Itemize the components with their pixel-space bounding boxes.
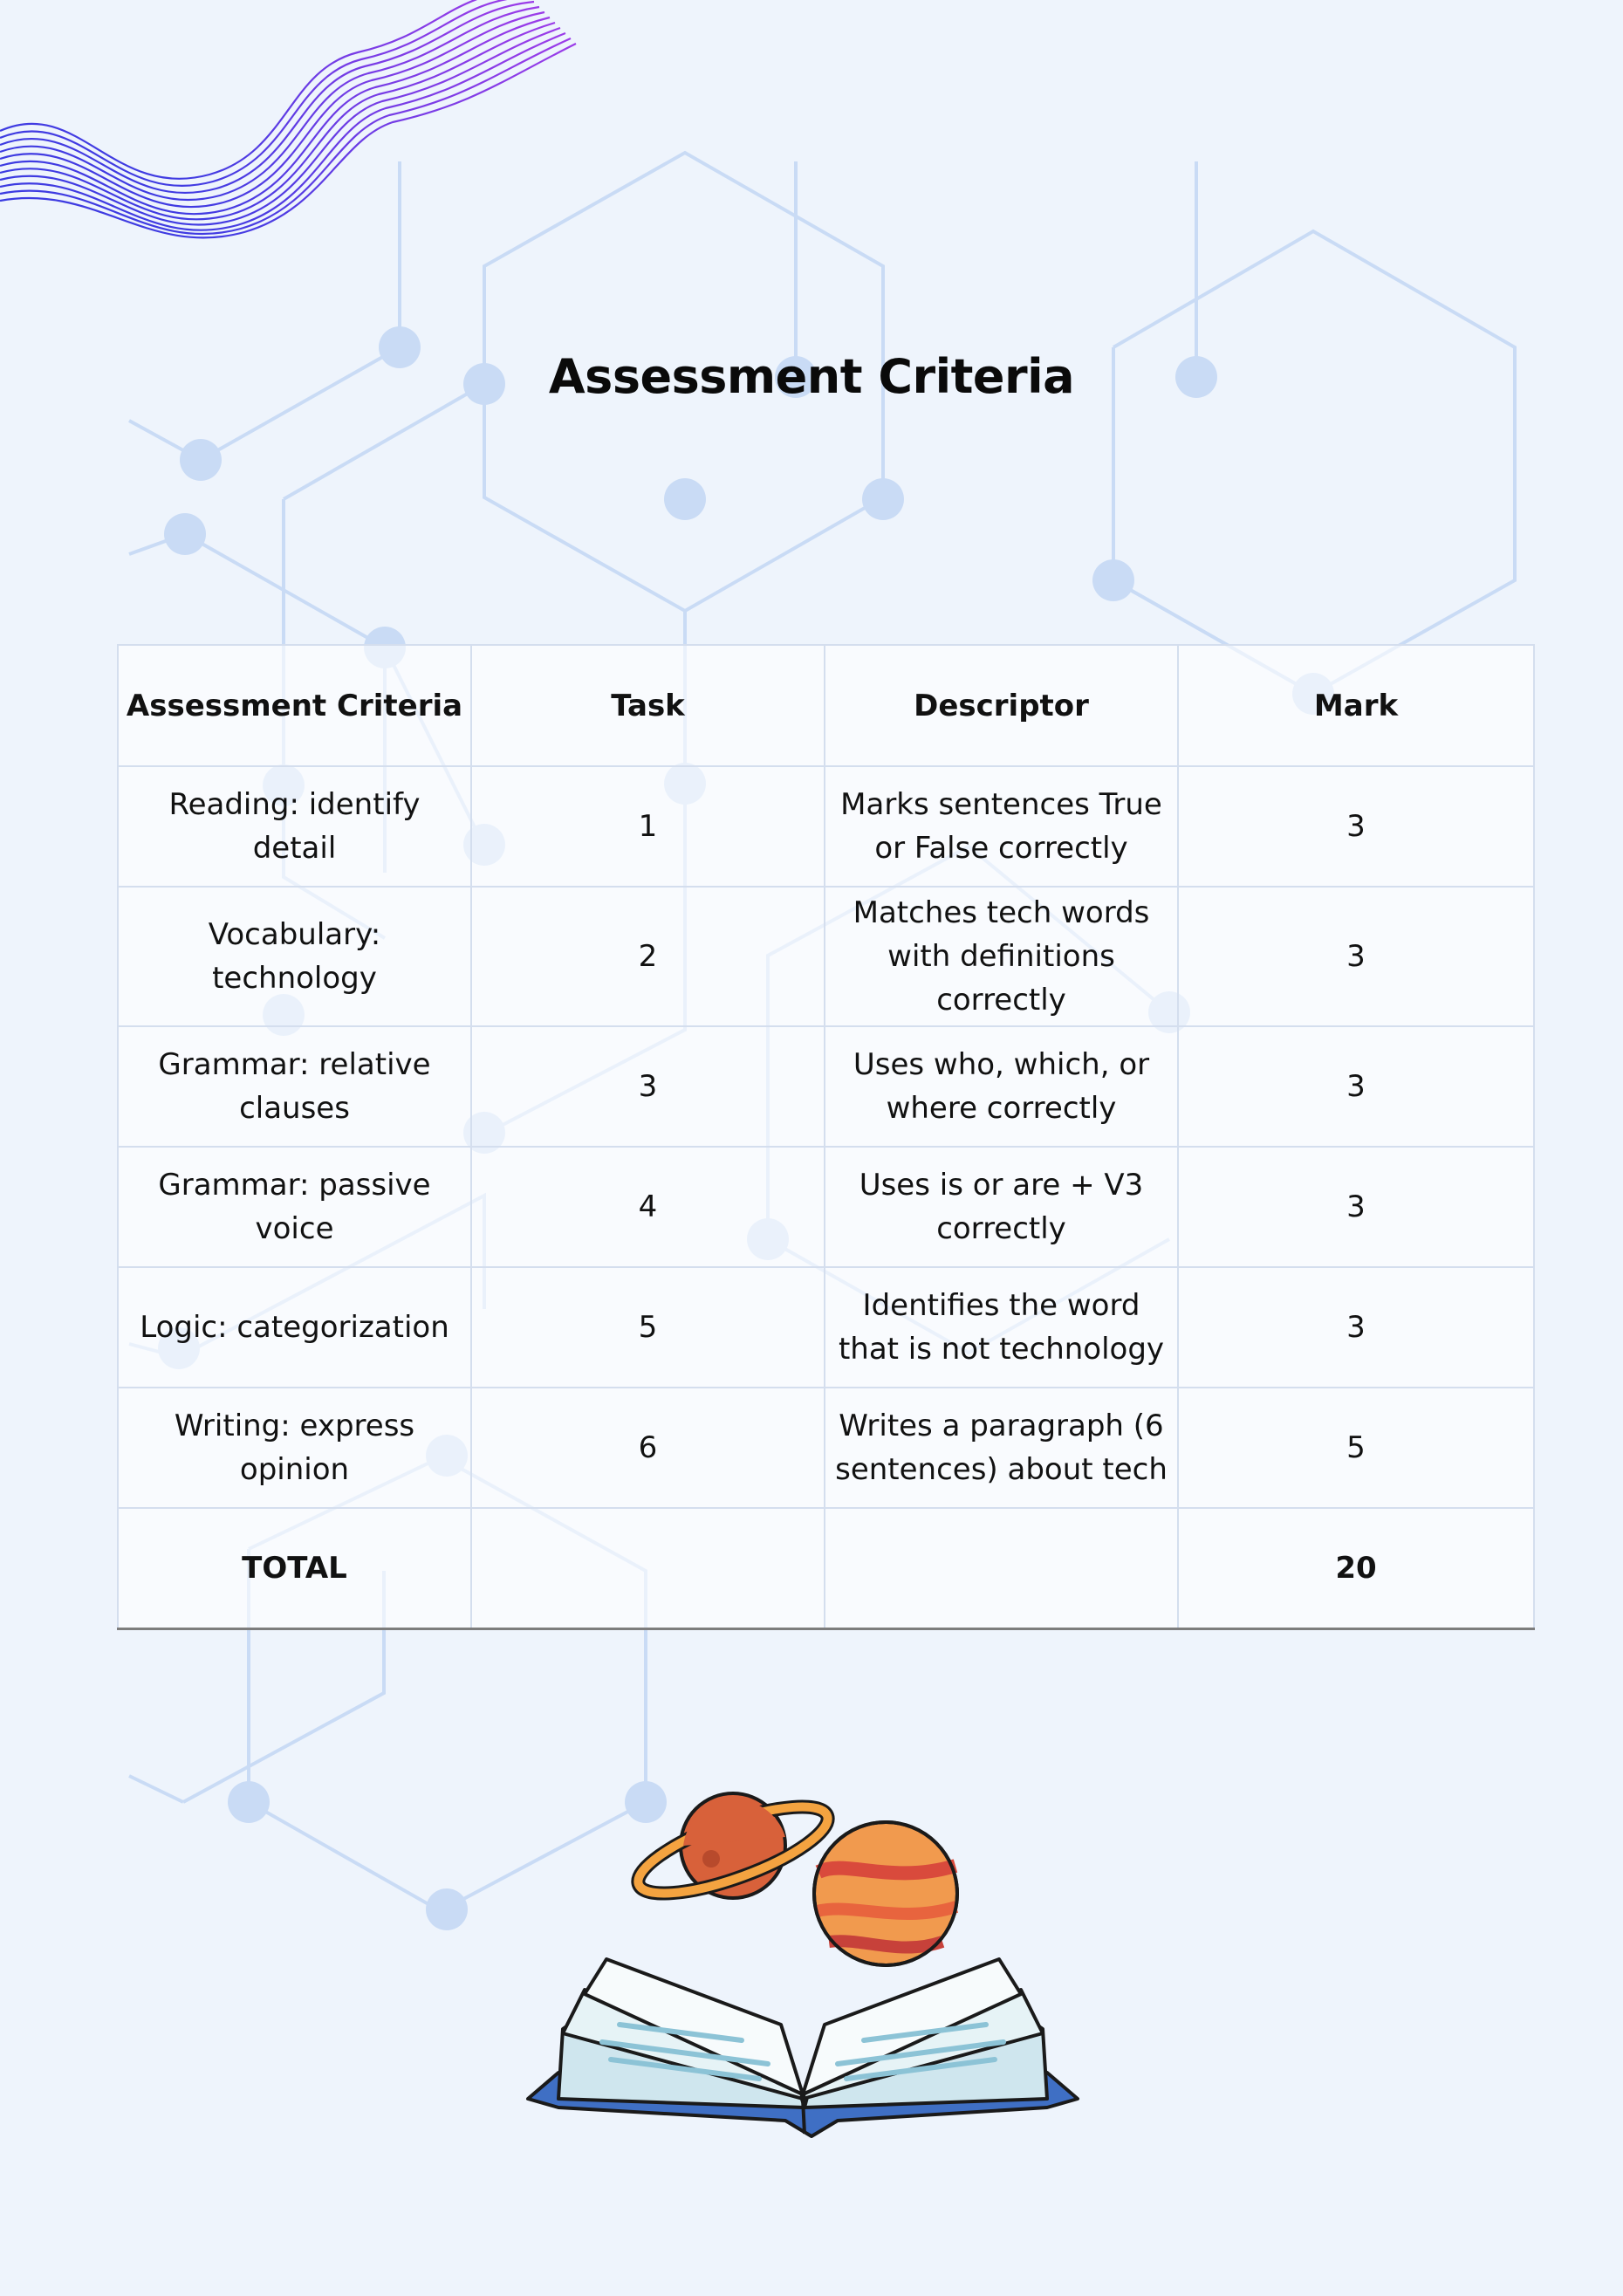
criteria-cell: Writing: express opinion <box>118 1388 471 1508</box>
descriptor-cell: Marks sentences True or False correctly <box>825 766 1178 887</box>
criteria-cell: Grammar: relative clauses <box>118 1026 471 1147</box>
task-cell: 3 <box>471 1026 825 1147</box>
page-title: Assessment Criteria <box>548 349 1075 404</box>
ringed-planet-icon <box>629 1790 837 1911</box>
assessment-table <box>117 644 1535 1630</box>
total-label: TOTAL <box>118 1508 471 1629</box>
book-planets-illustration <box>524 1763 1099 2147</box>
criteria-cell: Reading: identify detail <box>118 766 471 887</box>
header-descriptor: Descriptor <box>825 645 1178 766</box>
planet-icon <box>814 1822 957 1965</box>
task-cell: 4 <box>471 1147 825 1267</box>
header-assessment-criteria: Assessment Criteria <box>118 645 471 766</box>
task-cell: 1 <box>471 766 825 887</box>
header-mark: Mark <box>1178 645 1534 766</box>
task-cell: 5 <box>471 1267 825 1388</box>
mark-cell: 3 <box>1178 1147 1534 1267</box>
table-row <box>118 1026 1534 1147</box>
descriptor-cell: Matches tech words with definitions correctly <box>825 887 1178 1026</box>
descriptor-cell: Writes a paragraph (6 sentences) about tech <box>825 1388 1178 1508</box>
table-row <box>118 1267 1534 1388</box>
mark-cell: 3 <box>1178 1026 1534 1147</box>
table-header-row <box>118 645 1534 766</box>
criteria-cell: Logic: categorization <box>118 1267 471 1388</box>
criteria-cell: Grammar: passive voice <box>118 1147 471 1267</box>
mark-cell: 3 <box>1178 1267 1534 1388</box>
table-row <box>118 766 1534 887</box>
mark-cell: 3 <box>1178 766 1534 887</box>
descriptor-cell: Uses is or are + V3 correctly <box>825 1147 1178 1267</box>
total-mark: 20 <box>1178 1508 1534 1629</box>
descriptor-cell: Identifies the word that is not technology <box>825 1267 1178 1388</box>
mark-cell: 3 <box>1178 887 1534 1026</box>
total-row <box>118 1508 1534 1629</box>
table-row <box>118 887 1534 1026</box>
criteria-cell: Vocabulary: technology <box>118 887 471 1026</box>
header-task: Task <box>471 645 825 766</box>
table-row <box>118 1147 1534 1267</box>
task-cell: 6 <box>471 1388 825 1508</box>
mark-cell: 5 <box>1178 1388 1534 1508</box>
total-descriptor-cell <box>825 1508 1178 1629</box>
task-cell: 2 <box>471 887 825 1026</box>
ribbon-wave <box>0 0 576 237</box>
total-task-cell <box>471 1508 825 1629</box>
table-row <box>118 1388 1534 1508</box>
descriptor-cell: Uses who, which, or where correctly <box>825 1026 1178 1147</box>
book-icon <box>528 1959 1078 2136</box>
